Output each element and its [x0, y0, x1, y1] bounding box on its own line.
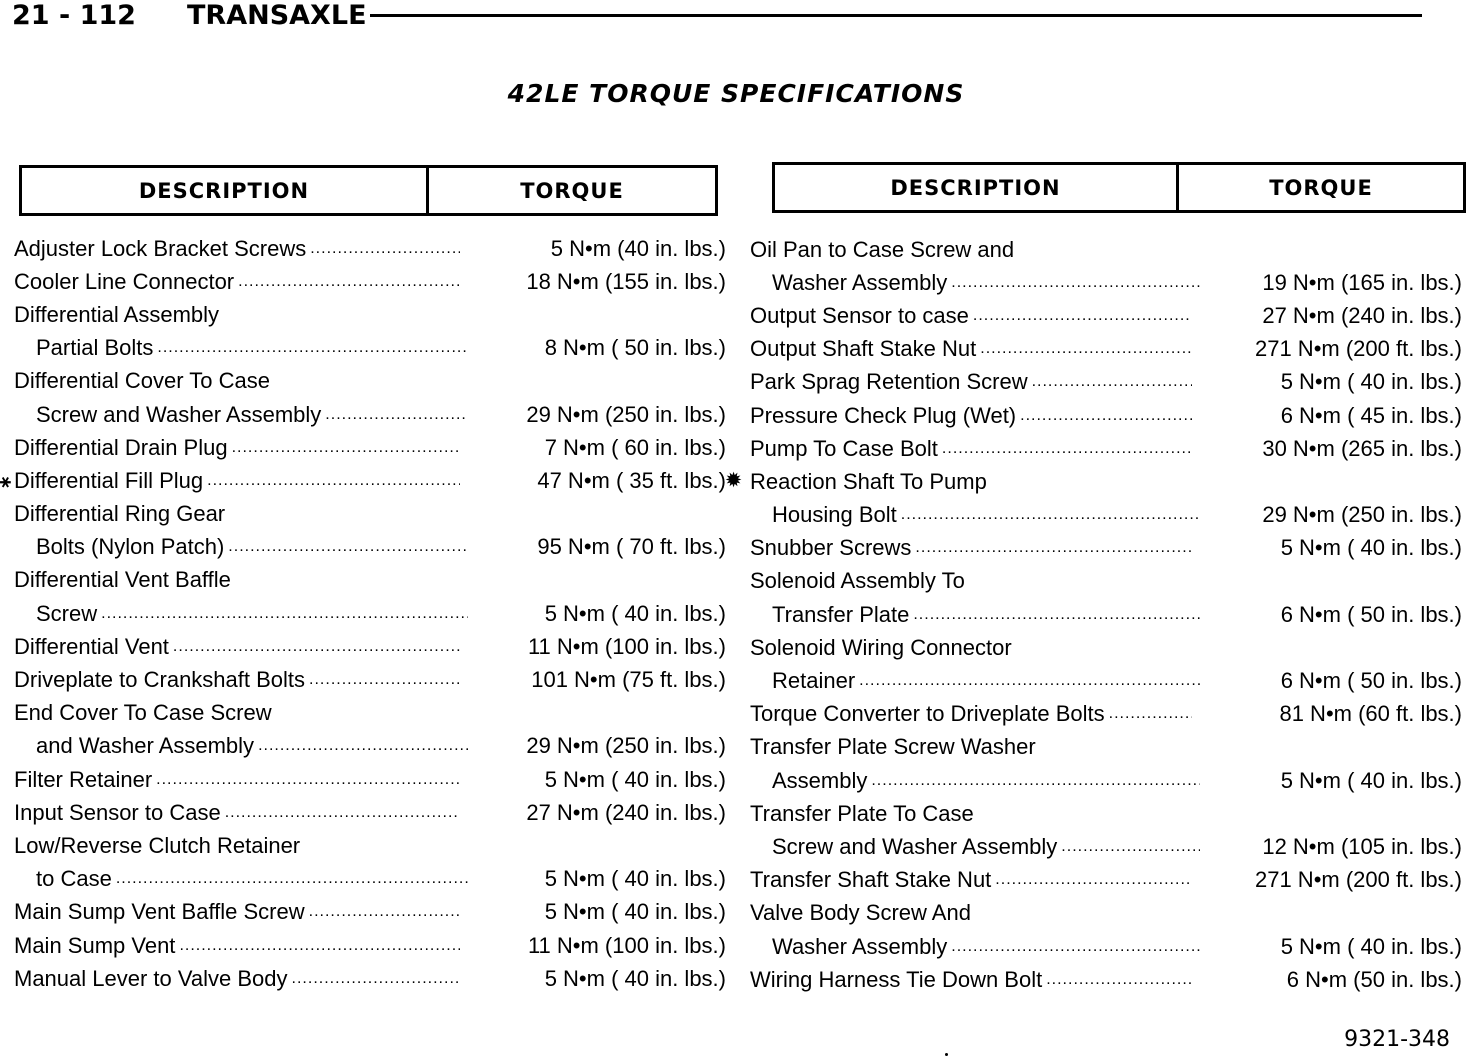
torque-value: 19 N•m (165 in. lbs.) [1262, 269, 1462, 295]
table-row [14, 796, 726, 829]
dot-leader [309, 903, 460, 921]
description-text: Bolts (Nylon Patch) [36, 534, 225, 560]
description-text: Input Sensor to Case [14, 799, 221, 825]
torque-value: 12 N•m (105 in. lbs.) [1262, 833, 1462, 859]
description-text: End Cover To Case Screw [14, 700, 272, 726]
dot-leader [913, 606, 1200, 624]
table-row [750, 499, 1462, 532]
dot-leader [1109, 705, 1192, 723]
dot-leader [325, 406, 468, 424]
left-table-header [19, 165, 718, 216]
dot-leader [1020, 407, 1192, 425]
row-description [14, 899, 460, 925]
table-row [14, 564, 726, 597]
dot-leader [292, 970, 460, 988]
row-description [750, 701, 1192, 727]
table-row [14, 332, 726, 365]
row-description [750, 403, 1192, 429]
description-text: Output Sensor to case [750, 302, 969, 328]
description-text: Driveplate to Crankshaft Bolts [14, 667, 306, 693]
torque-column-header: TORQUE [1269, 175, 1373, 200]
row-description [750, 834, 1200, 860]
description-text: Filter Retainer [14, 766, 153, 792]
dot-leader [1061, 838, 1200, 856]
description-text: Differential Drain Plug [14, 434, 228, 460]
description-text: Transfer Plate Screw Washer [750, 734, 1036, 760]
torque-value: 5 N•m ( 40 in. lbs.) [544, 600, 726, 626]
description-text: Screw [36, 600, 98, 626]
dot-leader [942, 440, 1192, 458]
table-row [750, 366, 1462, 399]
table-row [750, 930, 1462, 963]
description-text: Transfer Plate [772, 601, 910, 627]
torque-value: 5 N•m (40 in. lbs.) [550, 235, 726, 261]
description-text: Differential Ring Gear [14, 501, 226, 527]
dot-leader [901, 506, 1201, 524]
description-text: Valve Body Screw And [750, 900, 971, 926]
torque-value: 5 N•m ( 40 in. lbs.) [544, 866, 726, 892]
dot-leader [951, 938, 1200, 956]
dot-leader [973, 307, 1192, 325]
chapter-title: TRANSAXLE [187, 0, 367, 31]
description-column-header: DESCRIPTION [775, 165, 1179, 210]
description-text: Assembly [772, 767, 868, 793]
table-row [14, 630, 726, 663]
dot-leader [995, 871, 1192, 889]
table-row [750, 598, 1462, 631]
row-description [750, 303, 1192, 329]
description-text: Differential Assembly [14, 301, 220, 327]
table-row [14, 265, 726, 298]
dot-leader [871, 772, 1200, 790]
row-description [750, 801, 1192, 827]
dot-leader [232, 439, 460, 457]
row-description [750, 734, 1192, 760]
row-description [14, 700, 460, 726]
row-description [750, 768, 1200, 794]
dot-leader [116, 870, 468, 888]
torque-column-header: TORQUE [520, 178, 624, 203]
table-row [14, 398, 726, 431]
table-row [750, 698, 1462, 731]
figure-id: 9321-348 [1344, 1027, 1450, 1052]
row-description [14, 302, 460, 328]
table-row [14, 597, 726, 630]
table-row [14, 365, 726, 398]
dot-leader [228, 538, 468, 556]
table-row [750, 465, 1462, 498]
torque-value: 5 N•m ( 40 in. lbs.) [544, 899, 726, 925]
description-text: Torque Converter to Driveplate Bolts [750, 701, 1105, 727]
torque-value: 5 N•m ( 40 in. lbs.) [1280, 535, 1462, 561]
torque-value: 5 N•m ( 40 in. lbs.) [544, 965, 726, 991]
description-text: Solenoid Wiring Connector [750, 634, 1012, 660]
table-row [750, 532, 1462, 565]
row-description [750, 436, 1192, 462]
description-text: Adjuster Lock Bracket Screws [14, 235, 307, 261]
page-title: 42LE TORQUE SPECIFICATIONS [507, 79, 965, 108]
description-text: Housing Bolt [772, 502, 897, 528]
row-description [14, 368, 460, 394]
description-text: Screw and Washer Assembly [36, 401, 322, 427]
torque-value: 5 N•m ( 40 in. lbs.) [544, 766, 726, 792]
table-row [750, 897, 1462, 930]
description-text: Transfer Plate To Case [750, 800, 974, 826]
dot-leader [258, 737, 468, 755]
dot-leader [238, 273, 460, 291]
description-text: Oil Pan to Case Screw and [750, 236, 1015, 262]
description-text: Transfer Shaft Stake Nut [750, 867, 992, 893]
description-text: Solenoid Assembly To [750, 568, 965, 594]
description-text: Main Sump Vent [14, 932, 176, 958]
dot-leader [915, 539, 1192, 557]
torque-value: 29 N•m (250 in. lbs.) [526, 401, 726, 427]
row-description [14, 733, 468, 759]
torque-value: 47 N•m ( 35 ft. lbs.) [537, 467, 726, 493]
torque-value: 5 N•m ( 40 in. lbs.) [1280, 369, 1462, 395]
torque-value: 30 N•m (265 in. lbs.) [1262, 435, 1462, 461]
row-description [750, 668, 1200, 694]
row-description [750, 502, 1200, 528]
table-row [14, 464, 742, 497]
table-row [750, 797, 1462, 830]
description-text: Washer Assembly [772, 933, 948, 959]
torque-value: 95 N•m ( 70 ft. lbs.) [537, 534, 726, 560]
dot-leader [951, 274, 1200, 292]
table-row [750, 333, 1462, 366]
row-description [750, 336, 1192, 362]
row-description [14, 501, 460, 527]
description-text: Differential Vent [14, 633, 169, 659]
dot-leader [207, 472, 460, 490]
row-description [750, 900, 1192, 926]
page-header [12, 0, 1422, 34]
row-description [14, 534, 468, 560]
torque-value: 11 N•m (100 in. lbs.) [527, 633, 726, 659]
row-description [750, 535, 1192, 561]
dot-leader [225, 804, 460, 822]
row-description [14, 667, 460, 693]
torque-value: 7 N•m ( 60 in. lbs.) [544, 434, 726, 460]
table-row [750, 432, 1462, 465]
description-text: Park Sprag Retention Screw [750, 369, 1028, 395]
row-description [14, 833, 460, 859]
row-description [750, 602, 1200, 628]
torque-value: 8 N•m ( 50 in. lbs.) [544, 335, 726, 361]
table-row [750, 864, 1462, 897]
description-column-header: DESCRIPTION [22, 168, 429, 213]
table-row [750, 299, 1462, 332]
torque-value: 271 N•m (200 ft. lbs.) [1254, 867, 1462, 893]
dot-leader [309, 671, 460, 689]
torque-value: 6 N•m (50 in. lbs.) [1286, 966, 1462, 992]
description-text: Partial Bolts [36, 335, 154, 361]
table-row [14, 730, 726, 763]
row-description [14, 335, 468, 361]
torque-value: 18 N•m (155 in. lbs.) [526, 268, 726, 294]
table-row [750, 266, 1462, 299]
row-description [14, 866, 468, 892]
table-row [750, 233, 1462, 266]
table-row [750, 664, 1462, 697]
table-row [750, 731, 1462, 764]
description-text: to Case [36, 866, 112, 892]
dot-leader [156, 771, 460, 789]
row-description [14, 468, 460, 494]
row-description [750, 867, 1192, 893]
table-row [750, 565, 1462, 598]
torque-value: 6 N•m ( 45 in. lbs.) [1280, 402, 1462, 428]
row-description [14, 435, 460, 461]
torque-value: 27 N•m (240 in. lbs.) [1262, 302, 1462, 328]
star-marker-right: ✹ [726, 470, 742, 491]
table-row [750, 631, 1462, 664]
row-description [750, 369, 1192, 395]
row-description [750, 270, 1200, 296]
dot-leader [101, 605, 468, 623]
table-row [14, 863, 726, 896]
torque-value: 5 N•m ( 40 in. lbs.) [1280, 933, 1462, 959]
table-row [14, 962, 726, 995]
description-text: Differential Fill Plug [14, 467, 204, 493]
stray-dot [945, 1053, 948, 1056]
table-row [14, 531, 726, 564]
description-text: Washer Assembly [772, 269, 948, 295]
dot-leader [173, 638, 460, 656]
row-description [14, 767, 460, 793]
torque-value: 271 N•m (200 ft. lbs.) [1254, 336, 1462, 362]
row-description [14, 800, 460, 826]
row-description [14, 634, 460, 660]
table-row [14, 232, 726, 265]
description-text: Snubber Screws [750, 535, 912, 561]
dot-leader [310, 240, 460, 258]
table-row [14, 697, 726, 730]
table-row [14, 498, 726, 531]
table-row [14, 929, 726, 962]
description-text: Manual Lever to Valve Body [14, 965, 288, 991]
torque-value: 101 N•m (75 ft. lbs.) [531, 667, 726, 693]
header-rule [370, 14, 1422, 17]
torque-value: 5 N•m ( 40 in. lbs.) [1280, 767, 1462, 793]
description-text: and Washer Assembly [36, 733, 255, 759]
row-description [750, 934, 1200, 960]
description-text: Differential Vent Baffle [14, 567, 231, 593]
description-text: Pump To Case Bolt [750, 435, 938, 461]
description-text: Wiring Harness Tie Down Bolt [750, 966, 1043, 992]
table-row [14, 431, 726, 464]
table-row [14, 663, 726, 696]
description-text: Output Shaft Stake Nut [750, 336, 977, 362]
row-description [14, 966, 460, 992]
dot-leader [179, 937, 460, 955]
row-description [750, 568, 1192, 594]
table-row [750, 963, 1462, 996]
dot-leader [859, 672, 1200, 690]
row-description [14, 269, 460, 295]
row-description [14, 601, 468, 627]
row-description [14, 236, 460, 262]
dot-leader [980, 340, 1192, 358]
torque-value: 81 N•m (60 ft. lbs.) [1279, 701, 1462, 727]
description-text: Cooler Line Connector [14, 268, 235, 294]
description-text: Differential Cover To Case [14, 368, 270, 394]
row-description [14, 402, 468, 428]
description-text: Retainer [772, 668, 856, 694]
torque-value: 6 N•m ( 50 in. lbs.) [1280, 668, 1462, 694]
description-text: Reaction Shaft To Pump [750, 468, 987, 494]
table-row [14, 763, 726, 796]
page-number: 21 - 112 [12, 0, 136, 31]
description-text: Main Sump Vent Baffle Screw [14, 899, 305, 925]
table-row [750, 399, 1462, 432]
table-row [750, 764, 1462, 797]
torque-value: 11 N•m (100 in. lbs.) [527, 932, 726, 958]
table-row [14, 829, 726, 862]
table-row [14, 298, 726, 331]
right-torque-list [750, 233, 1462, 996]
torque-value: 6 N•m ( 50 in. lbs.) [1280, 601, 1462, 627]
torque-value: 27 N•m (240 in. lbs.) [526, 799, 726, 825]
dot-leader [1046, 971, 1192, 989]
row-description [14, 933, 460, 959]
row-description [750, 635, 1192, 661]
row-description [14, 567, 460, 593]
right-table-header [772, 162, 1466, 213]
description-text: Pressure Check Plug (Wet) [750, 402, 1017, 428]
description-text: Low/Reverse Clutch Retainer [14, 832, 301, 858]
description-text: Screw and Washer Assembly [772, 833, 1058, 859]
table-row [750, 830, 1462, 863]
torque-value: 29 N•m (250 in. lbs.) [1262, 502, 1462, 528]
dot-leader [157, 339, 468, 357]
row-description [750, 967, 1192, 993]
row-description [750, 237, 1192, 263]
star-marker-left: ⚹ [0, 471, 11, 491]
left-torque-list [14, 232, 742, 995]
dot-leader [1032, 373, 1192, 391]
table-row [14, 896, 726, 929]
row-description [750, 469, 1192, 495]
torque-value: 29 N•m (250 in. lbs.) [526, 733, 726, 759]
